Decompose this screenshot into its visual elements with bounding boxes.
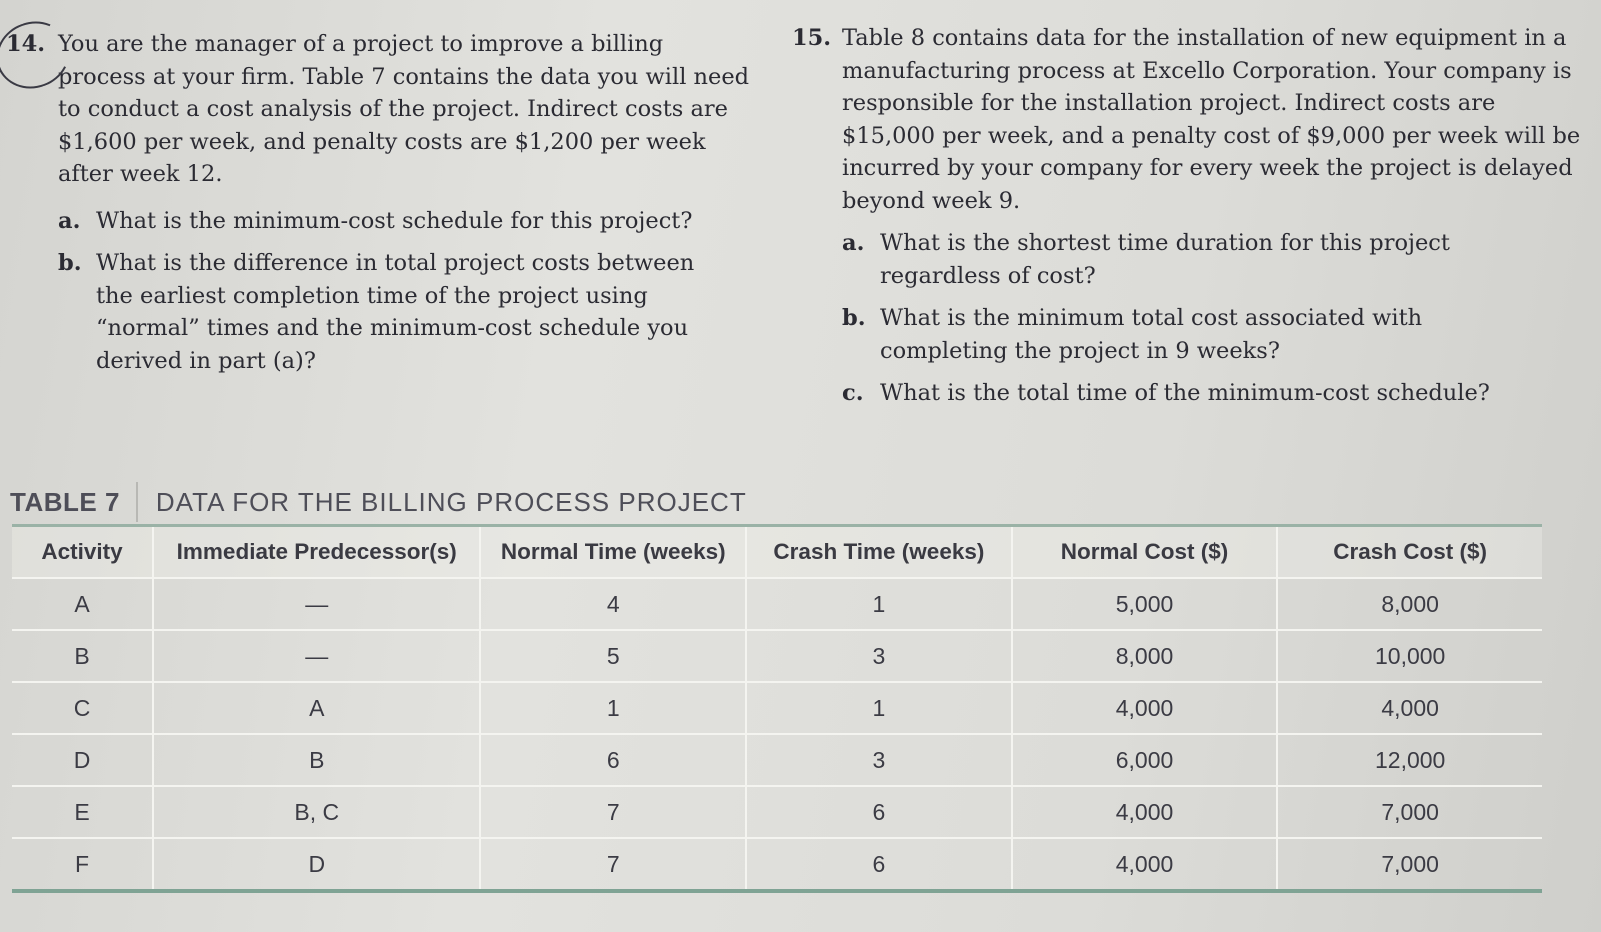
cell-normal-cost: 4,000 [1012, 786, 1278, 838]
table-row [12, 734, 1542, 786]
header-crash-time: Crash Time (weeks) [746, 526, 1012, 579]
cell-crash-time: 1 [746, 682, 1012, 734]
table-caption [10, 482, 747, 522]
cell-crash-time: 6 [746, 838, 1012, 891]
question-text: What is the shortest time duration for this project regardless of cost? [880, 230, 1450, 289]
problem-14 [6, 28, 756, 377]
cell-activity: D [12, 734, 153, 786]
problem-14-question-b [58, 247, 756, 377]
table-title: DATA FOR THE BILLING PROCESS PROJECT [155, 486, 747, 517]
question-letter: a. [58, 207, 81, 234]
cell-crash-cost: 10,000 [1277, 630, 1542, 682]
header-activity: Activity [12, 526, 153, 579]
question-text: What is the total time of the minimum-cost schedule? [880, 380, 1490, 406]
table-header-row [12, 526, 1542, 579]
header-predecessors: Immediate Predecessor(s) [153, 526, 480, 579]
cell-activity: E [12, 786, 153, 838]
problem-14-question-a [58, 205, 756, 238]
question-letter: a. [842, 230, 865, 256]
cell-predecessors: D [153, 838, 480, 891]
cell-normal-cost: 4,000 [1012, 838, 1278, 891]
question-letter: b. [842, 305, 866, 331]
cell-predecessors: A [153, 682, 480, 734]
cell-predecessors: — [153, 578, 480, 630]
cell-crash-cost: 7,000 [1277, 786, 1542, 838]
problem-14-header [6, 28, 756, 191]
cell-normal-time: 4 [480, 578, 746, 630]
table-row [12, 786, 1542, 838]
question-text: What is the difference in total project costs between the earliest completion time of the project using “normal” times and the minimum-cost schedule you derived in part (a)? [96, 250, 695, 374]
cell-predecessors: B, C [153, 786, 480, 838]
cell-normal-time: 7 [480, 786, 746, 838]
cell-normal-cost: 4,000 [1012, 682, 1278, 734]
problem-15-header [792, 22, 1582, 217]
table-row [12, 630, 1542, 682]
problem-15-stem: Table 8 contains data for the installation of new equipment in a manufacturing process at Excello Corporation. Your company is responsible for the installation project. Indirect costs are $15,000 per week, and a penalty cost of $9,000 per week will be incurred by your company for every week the project is delayed beyond week 9. [842, 25, 1581, 214]
cell-crash-cost: 7,000 [1381, 850, 1439, 877]
cell-activity: F [12, 838, 153, 891]
question-text: What is the minimum-cost schedule for this project? [96, 207, 693, 234]
question-letter: c. [842, 380, 864, 406]
table-row [12, 838, 1542, 891]
cell-predecessors: B [153, 734, 480, 786]
problem-15-question-a [842, 227, 1582, 292]
cell-crash-time: 6 [746, 786, 1012, 838]
table-label: TABLE 7 [10, 486, 120, 517]
question-text: What is the minimum total cost associated with completing the project in 9 weeks? [880, 305, 1423, 364]
cell-crash-time: 3 [746, 734, 1012, 786]
cell-normal-time: 1 [480, 682, 746, 734]
caption-divider [136, 482, 138, 522]
cell-crash-cost: 8,000 [1277, 578, 1542, 630]
cell-activity: C [12, 682, 153, 734]
cell-predecessors: — [153, 630, 480, 682]
problem-15-question-c [842, 377, 1582, 410]
cell-normal-time: 5 [480, 630, 746, 682]
cell-normal-time: 6 [480, 734, 746, 786]
problem-15-question-b [842, 302, 1582, 367]
problem-15-number: 15. [792, 25, 832, 51]
cell-normal-time: 7 [480, 838, 746, 891]
cell-crash-time: 1 [746, 578, 1012, 630]
header-normal-time: Normal Time (weeks) [480, 526, 746, 579]
question-letter: b. [58, 250, 82, 276]
cell-crash-time: 3 [746, 630, 1012, 682]
cell-crash-cost: 4,000 [1277, 682, 1542, 734]
cell-normal-cost: 5,000 [1012, 578, 1278, 630]
header-crash-cost: Crash Cost ($) [1277, 526, 1542, 579]
table-row [12, 682, 1542, 734]
problem-15 [792, 22, 1582, 410]
cell-normal-cost: 6,000 [1012, 734, 1278, 786]
header-normal-cost: Normal Cost ($) [1012, 526, 1278, 579]
cell-activity: B [12, 630, 153, 682]
billing-project-table [12, 524, 1542, 893]
cell-activity: A [12, 578, 153, 630]
problem-14-stem: You are the manager of a project to improve a billing process at your firm. Table 7 contains the data you will need to conduct a cost analysis of the project. Indirect costs are $1,600 per week, and penalty costs are $1,200 per week after week 12. [58, 31, 750, 187]
cell-normal-cost: 8,000 [1012, 630, 1278, 682]
cell-crash-cost: 12,000 [1277, 734, 1542, 786]
problem-14-number: 14. [6, 31, 46, 57]
table-row [12, 578, 1542, 630]
